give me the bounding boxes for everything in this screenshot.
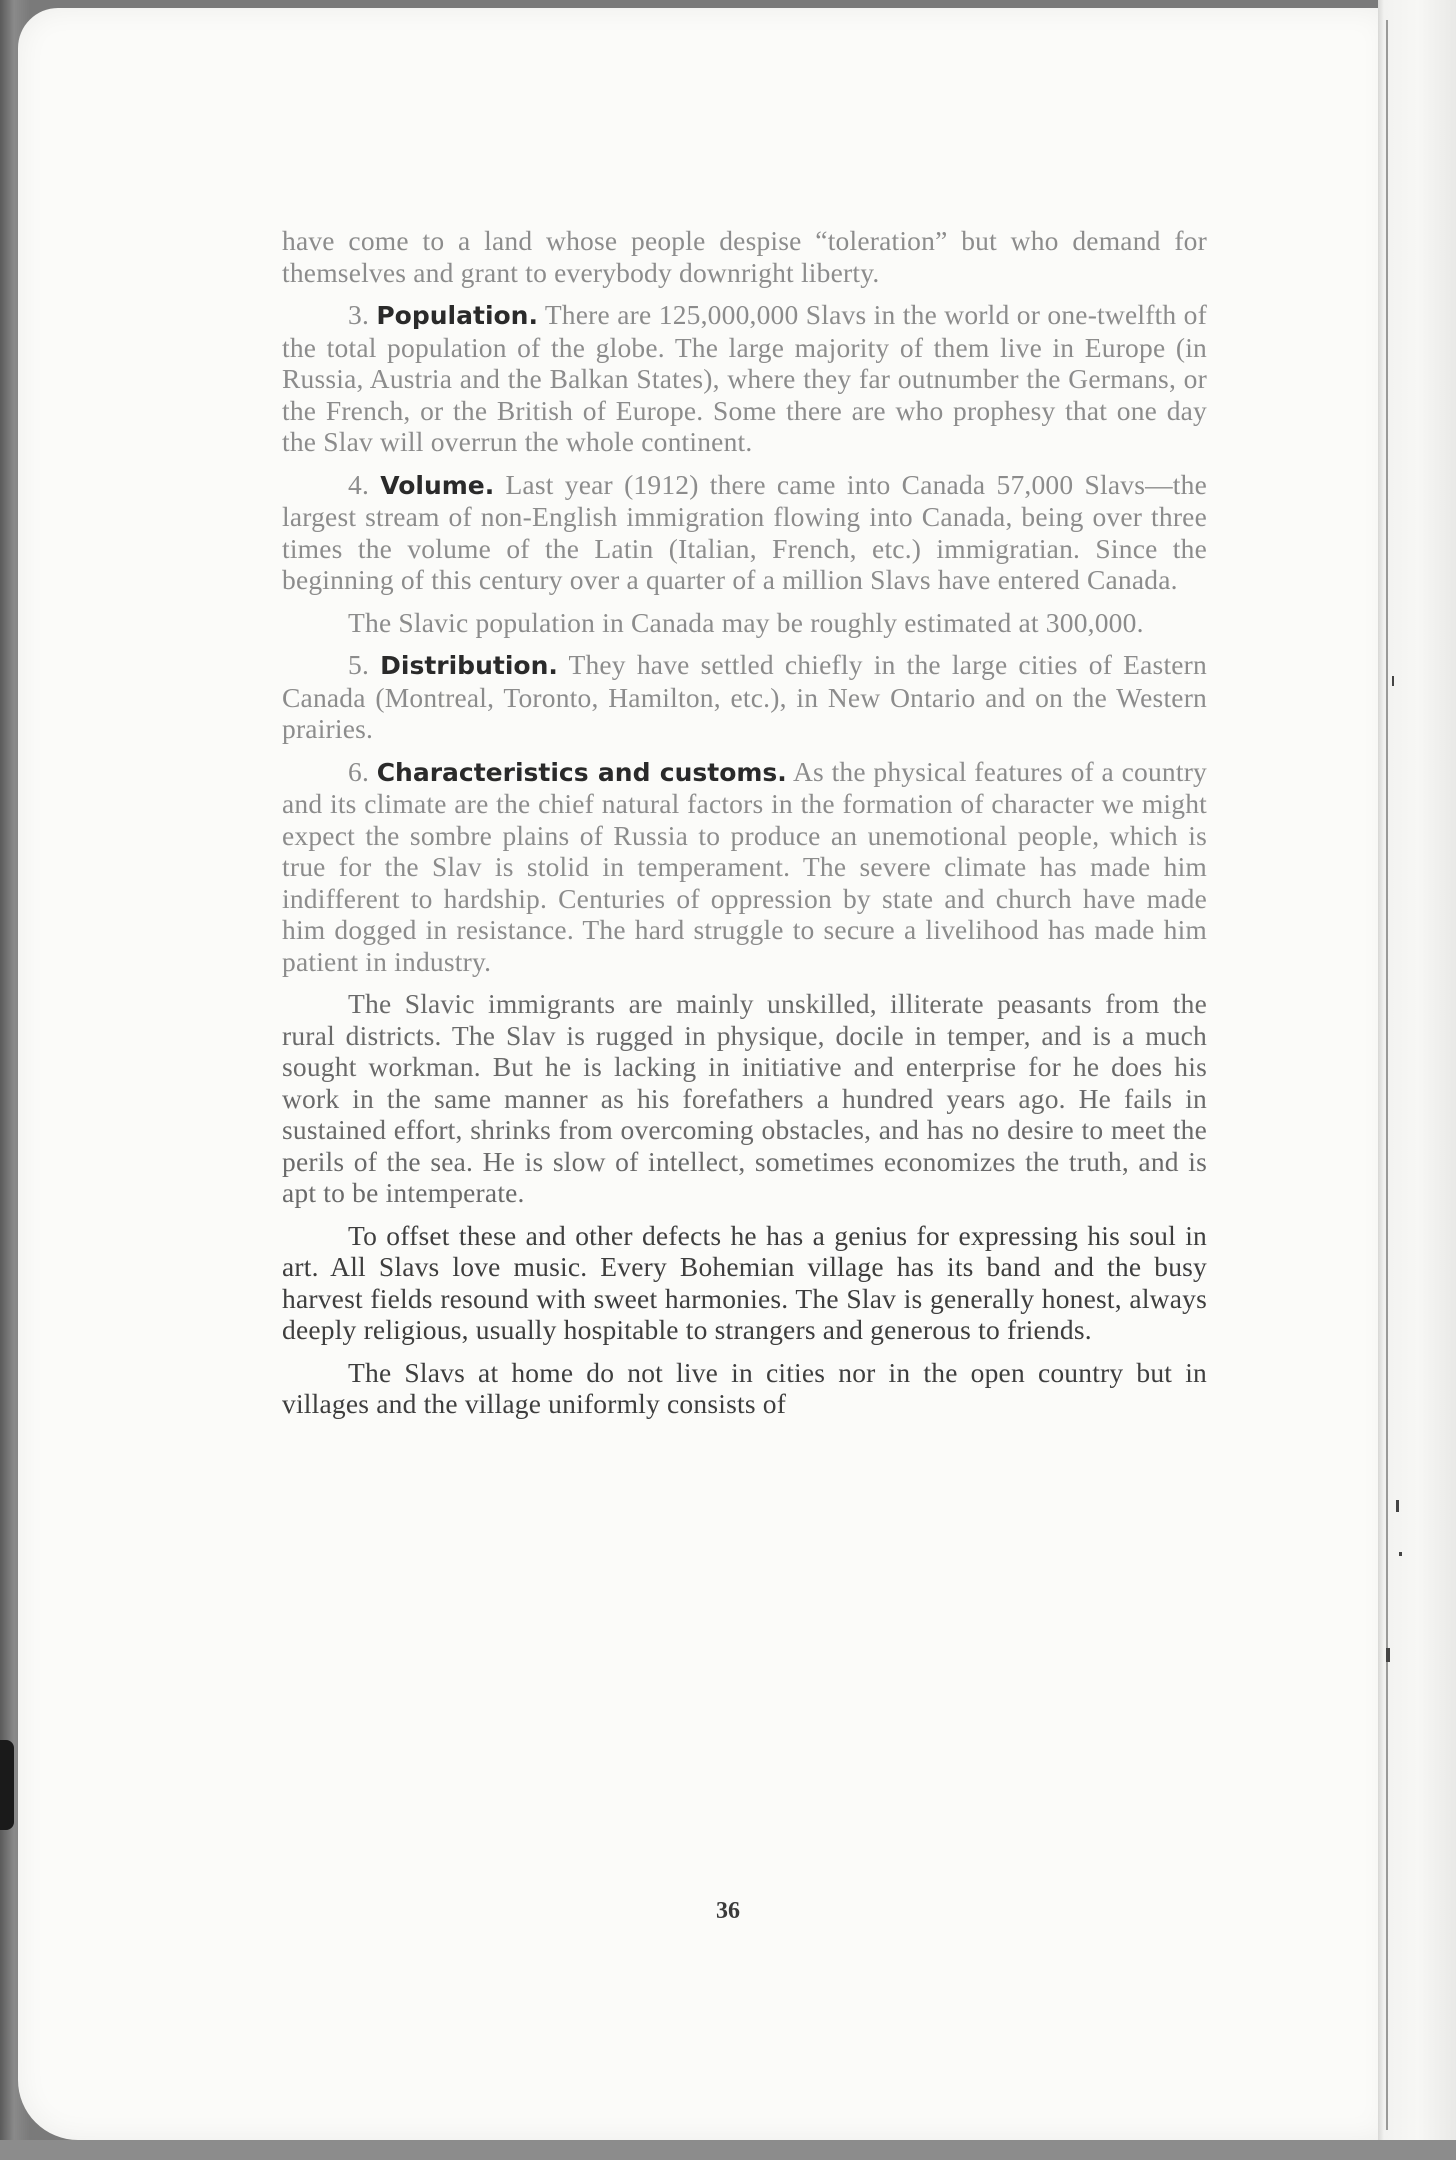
volume-followup: The Slavic population in Canada may be roughly estimated at 300,000. — [348, 606, 1144, 638]
paragraph-immigrants: The Slavic immigrants are mainly unskilled, illiterate peasants from the rural districts. The Slav is rugged in physique, docile in temper, and is a much sought workman. But he is lacking in initiative and enterprise for he does his work in the same manner as his forefathers a hundred years ago. He fails in sustained effort, shrinks from overcoming obstacles, and has no desire to meet the perils of the sea. He is slow of intellect, sometimes economizes the truth, and is apt to be intemperate. — [282, 988, 1207, 1208]
section-number: 5. — [348, 649, 370, 680]
section-number: 3. — [348, 299, 370, 330]
scan-edge-mark — [0, 1740, 14, 1830]
section-text: Last year (1912) there came into Canada 57,000 Slavs—the largest stream of non-English immigration flowing into Canada, being over three times the volume of the Latin (Italian, French, etc.) immigratian. Since the beginning of this century over a quarter of a million Slavs have entered Canada. — [282, 468, 1208, 595]
margin-mark — [1396, 1500, 1399, 1512]
section-distribution — [282, 649, 1207, 745]
body-text — [282, 225, 1207, 1431]
margin-mark — [1386, 1648, 1390, 1662]
scan-bottom-edge — [0, 2140, 1456, 2160]
section-heading: Characteristics and customs. — [376, 757, 787, 787]
paragraph-villages: The Slavs at home do not live in cities nor in the open country but in villages and the village uniformly consists of — [282, 1356, 1207, 1419]
section-text: There are 125,000,000 Slavs in the world or one-twelfth of the total population of the globe. The large majority of them live in Europe (in Russia, Austria and the Balkan States), where they far outnumber the Germans, or the French, or the British of Europe. Some there are who prophesy that one day the Slav will overrun the whole continent. — [282, 299, 1207, 457]
section-characteristics — [282, 756, 1207, 978]
section-heading: Population. — [376, 301, 538, 330]
paragraph-offset: To offset these and other defects he has a genius for expressing his soul in art. All Slavs love music. Every Bohemian village has its band and the busy harvest fields resound with sweet harmonies. The Slav is generally honest, always deeply religious, usually hospitable to strangers and generous to friends. — [282, 1219, 1207, 1345]
section-heading: Distribution. — [380, 651, 558, 680]
page-number: 36 — [716, 1898, 740, 1924]
section-volume — [282, 469, 1207, 596]
opening-paragraph: have come to a land whose people despise “toleration” but who demand for themselves and grant to everybody downright liberty. — [282, 225, 1207, 288]
section-text: They have settled chiefly in the large cities of Eastern Canada (Montreal, Toronto, Hamilton, etc.), in New Ontario and on the Western prairies. — [282, 649, 1207, 744]
section-population — [282, 299, 1207, 458]
section-number: 4. — [348, 468, 370, 500]
section-heading: Volume. — [380, 470, 495, 500]
page-gutter — [1378, 0, 1456, 2160]
margin-mark — [1392, 676, 1394, 686]
section-number: 6. — [348, 755, 370, 787]
section-text: As the physical features of a country and its climate are the chief natural factors in the formation of character we might expect the sombre plains of Russia to produce an unemotional people, which is true for the Slav is stolid in temperament. The severe climate has made him indifferent to hardship. Centuries of oppression by state and church have made him dogged in resistance. The hard struggle to secure a livelihood has made him patient in industry. — [282, 755, 1207, 977]
gutter-line — [1386, 20, 1388, 2130]
margin-mark — [1399, 1552, 1402, 1556]
